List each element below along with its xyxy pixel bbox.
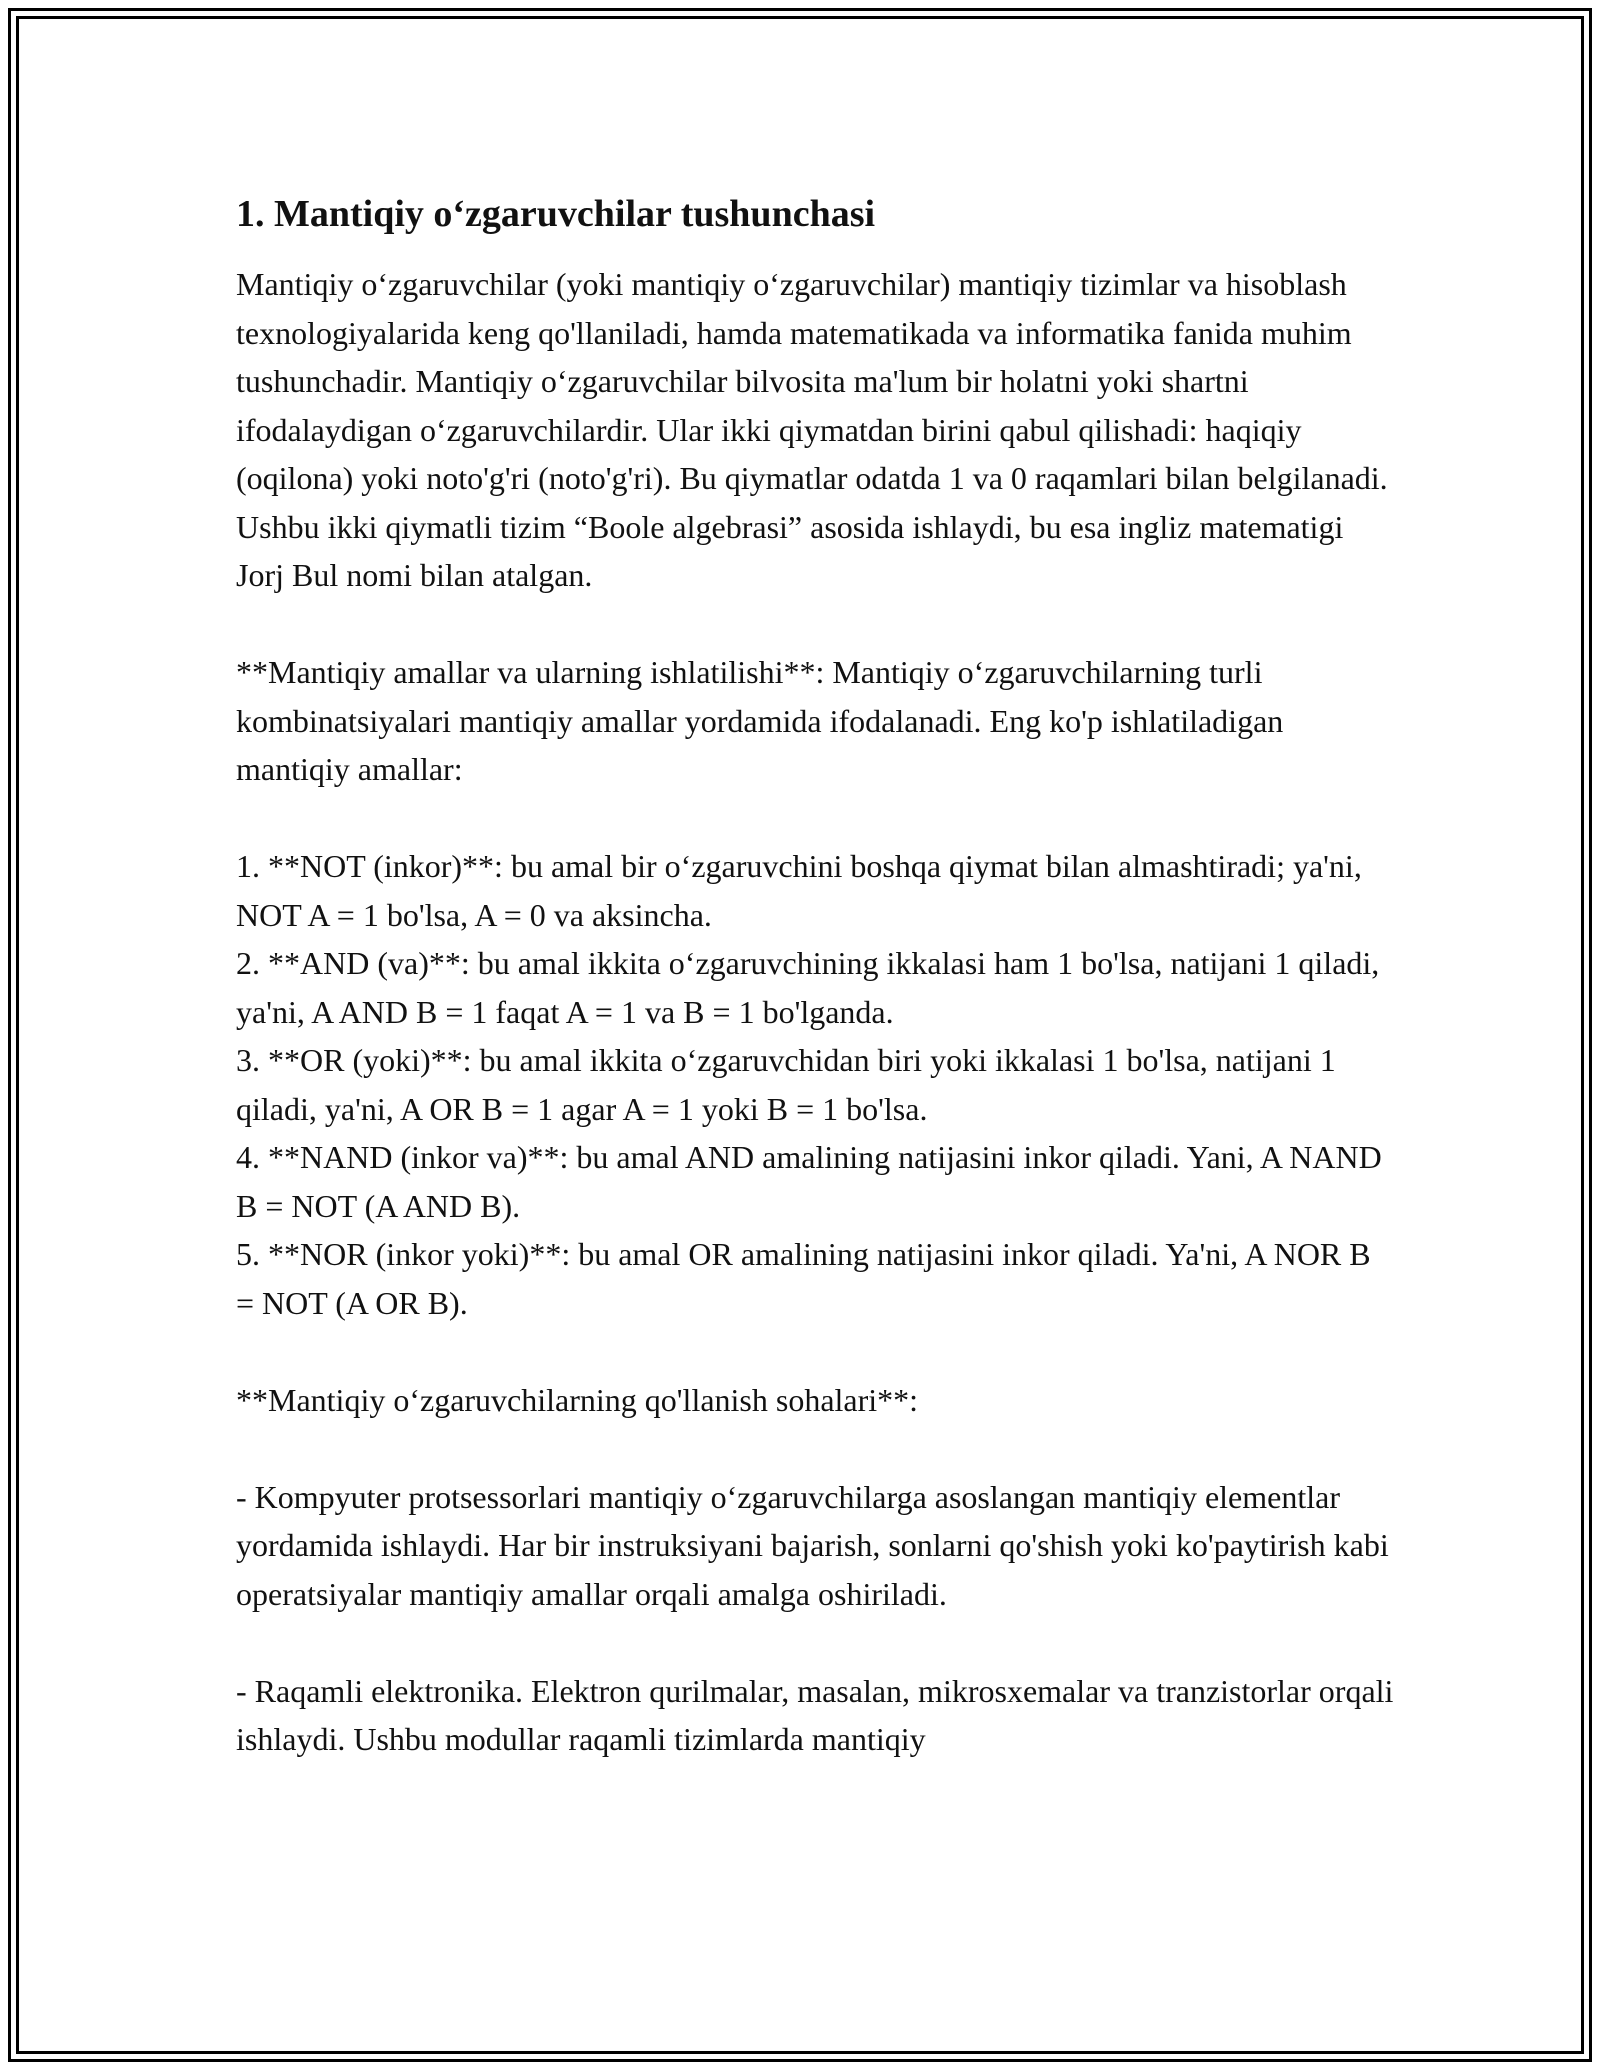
- operation-item-nor: 5. **NOR (inkor yoki)**: bu amal OR amalining natijasini inkor qiladi. Ya'ni, A NOR B = NOT (A OR B).: [236, 1236, 1371, 1321]
- intro-paragraph: Mantiqiy o‘zgaruvchilar (yoki mantiqiy o‘zgaruvchilar) mantiqiy tizimlar va hisoblash texnologiyalarida keng qo'llaniladi, hamda matematikada va informatika fanida muhim tushunchadir. Mantiqiy o‘zgaruvchilar bilvosita ma'lum bir holatni yoki shartni ifodalaydigan o‘zgaruvchilardir. Ular ikki qiymatdan birini qabul qilishadi: haqiqiy (oqilona) yoki noto'g'ri (noto'g'ri). Bu qiymatlar odatda 1 va 0 raqamlari bilan belgilanadi. Ushbu ikki qiymatli tizim “Boole algebrasi” asosida ishlaydi, bu esa ingliz matematigi Jorj Bul nomi bilan atalgan.: [236, 266, 1388, 593]
- section-heading: 1. Mantiqiy o‘zgaruvchilar tushunchasi: [236, 193, 876, 235]
- operation-item-not: 1. **NOT (inkor)**: bu amal bir o‘zgaruvchini boshqa qiymat bilan almashtiradi; ya'ni, NOT A = 1 bo'lsa, A = 0 va aksincha.: [236, 848, 1362, 933]
- paragraph-gap: [236, 1424, 1396, 1473]
- paragraph-gap: [236, 1618, 1396, 1667]
- applications-heading: **Mantiqiy o‘zgaruvchilarning qo'llanish sohalari**:: [236, 1381, 919, 1418]
- operation-item-and: 2. **AND (va)**: bu amal ikkita o‘zgaruvchining ikkalasi ham 1 bo'lsa, natijani 1 qiladi, ya'ni, A AND B = 1 faqat A = 1 va B = 1 bo'lganda.: [236, 945, 1380, 1030]
- operation-item-nand: 4. **NAND (inkor va)**: bu amal AND amalining natijasini inkor qiladi. Yani, A NAND B = NOT (A AND B).: [236, 1139, 1382, 1224]
- operations-intro-paragraph: **Mantiqiy amallar va ularning ishlatilishi**: Mantiqiy o‘zgaruvchilarning turli kombinatsiyalari mantiqiy amallar yordamida ifodalanadi. Eng ko'p ishlatiladigan mantiqiy amallar:: [236, 654, 1284, 787]
- document-body: [236, 186, 1396, 1764]
- paragraph-gap: [236, 600, 1396, 649]
- operation-item-or: 3. **OR (yoki)**: bu amal ikkita o‘zgaruvchidan biri yoki ikkalasi 1 bo'lsa, natijani 1 qiladi, ya'ni, A OR B = 1 agar A = 1 yoki B = 1 bo'lsa.: [236, 1042, 1336, 1127]
- paragraph-gap: [236, 794, 1396, 843]
- application-item-processors: - Kompyuter protsessorlari mantiqiy o‘zgaruvchilarga asoslangan mantiqiy elementlar yordamida ishlaydi. Har bir instruksiyani bajarish, sonlarni qo'shish yoki ko'paytirish kabi operatsiyalar mantiqiy amallar orqali amalga oshiriladi.: [236, 1478, 1389, 1612]
- paragraph-gap: [236, 1327, 1396, 1376]
- application-item-electronics: - Raqamli elektronika. Elektron qurilmalar, masalan, mikrosxemalar va tranzistorlar orqali ishlaydi. Ushbu modullar raqamli tizimlarda mantiqiy: [236, 1672, 1394, 1757]
- operations-list: [236, 842, 1396, 1327]
